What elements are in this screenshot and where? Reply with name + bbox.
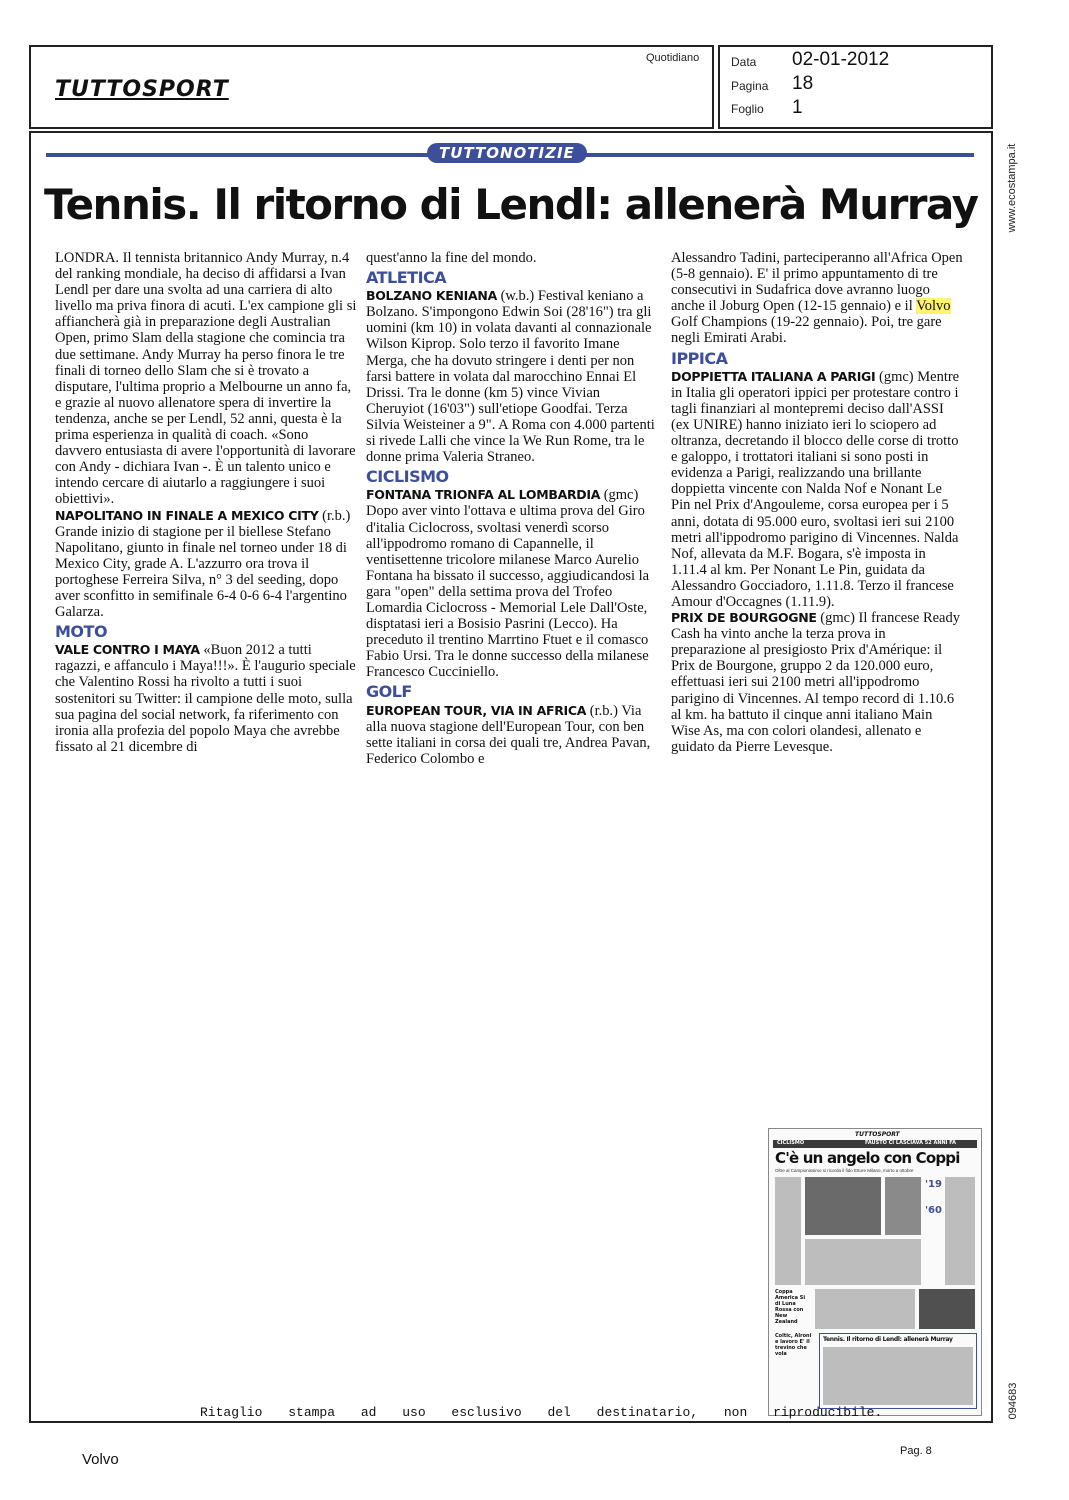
page-value: 18 <box>792 73 814 94</box>
intro-paragraph: LONDRA. Il tennista britannico Andy Murray, n.4 del ranking mondiale, ha deciso di affidarsi a Ivan Lendl per dare una svolta ad una carriera di alto livello ma priva finora di acuti. L'ex campione gli si affiancherà già in preparazione degli Australian Open, primo Slam della stagione che comincia tra due settimane. Andy Murray ha perso finora le tre finali di torneo dello Slam che si è trovato a disputare, l'ultima proprio a Melbourne un anno fa, e grazie al nuovo allenatore spera di invertire la tendenza, anche se per Lendl, 52 anni, questa è la prima esperienza in qualità di coach. «Sono davvero entusiasta di avere l'opportunità di lavorare con Andy - dichiara Ivan -. È un talento unico e intendo cercare di aiutarlo a raggiungere i suoi obiettivi». <box>55 250 357 508</box>
thumb-text-left <box>775 1177 801 1285</box>
thumb-photo <box>805 1177 881 1235</box>
tuttosport-logo: TUTTOSPORT <box>55 77 229 102</box>
fontana-body: Dopo aver vinto l'ottava e ultima prova del Giro d'italia Ciclocross, svoltasi venerdì scorso all'ippodromo romano di Capannelle, il ventisettenne tricolore milanese Marco Aurelio Fontana ha bissato il successo, aggiudicandosi la gara "open" della settima prova del Trofeo Lomardia Ciclocross - Memorial Lele Dall'Oste, disptatasi ieri a Bosisio Pasrini (Lecco). Ha preceduto il trentino Marrtino Ftuet e il comasco Fabio Ursi. Tra le donne successo della milanese Francesco Cucciniello. <box>366 503 650 681</box>
thumb-kicker: FAUSTO CI LASCIAVA 52 ANNI FA <box>865 1140 956 1146</box>
maya-paragraph <box>55 642 357 755</box>
column-3 <box>671 250 963 755</box>
fontana-title: FONTANA TRIONFA AL LOMBARDIA <box>366 487 601 503</box>
thumb-text-right <box>945 1177 975 1285</box>
sheet-label: Foglio <box>731 102 764 116</box>
thumb-photo-2 <box>885 1177 921 1235</box>
volvo-highlight: Volvo <box>916 298 951 315</box>
thumb-article-text <box>823 1347 973 1405</box>
site-url: www.ecostampa.it <box>1006 143 1018 233</box>
col3-cont-b: Golf Champions (19-22 gennaio). Poi, tre gare negli Emirati Arabi. <box>671 314 942 347</box>
thumb-num-b: '60 <box>925 1205 942 1216</box>
thumb-section: CICLISMO <box>777 1140 805 1146</box>
parigi-signature: (gmc) <box>879 368 914 385</box>
thumb-article-headline: Tennis. Il ritorno di Lendl: allenerà Murray <box>823 1336 953 1343</box>
maya-title: VALE CONTRO I MAYA <box>55 642 200 658</box>
column-2 <box>366 250 657 767</box>
column-1 <box>55 250 357 755</box>
section-tag: TUTTONOTIZIE <box>427 143 587 163</box>
tour-title: EUROPEAN TOUR, VIA IN AFRICA <box>366 702 587 718</box>
clipping-notice: Ritaglio stampa ad uso esclusivo del destinatario, non riproducibile. <box>200 1405 883 1420</box>
bourgogne-body: Il francese Ready Cash ha vinto anche la terza prova in preparazione al presigiosto Prix d'Amérique: il Prix de Bourgone, gruppo 2 da 120.000 euro, effettuasi ieri sui 2100 metri all'ippodromo parigino di Vincennes. Al tempo record di 1.10.6 al km. ha battuto il cinque anni italiano Main Wise As, ma con colori olandesi, allenato e guidato da Pierre Levesque. <box>671 610 960 755</box>
bourgogne-signature: (gmc) <box>820 610 855 627</box>
thumb-portrait <box>919 1289 975 1329</box>
bolzano-title: BOLZANO KENIANA <box>366 288 497 304</box>
thumb-text-mid <box>805 1239 921 1285</box>
col3-cont-a: Alessandro Tadini, parteciperanno all'Africa Open (5-8 gennaio). E' il primo appuntamento di tre consecutivi in Sudafrica dove avranno luogo anche il Joburg Open (12-15 gennaio) e il <box>671 250 963 315</box>
tour-paragraph <box>366 703 657 767</box>
parigi-paragraph <box>671 369 963 610</box>
tour-body: (r.b.) Via alla nuova stagione dell'European Tour, con ben sette italiani in corsa dei quali tre, Andrea Pavan, Federico Colombo e <box>366 702 651 767</box>
fontana-signature: (gmc) <box>603 487 639 504</box>
periodicity-label: Quotidiano <box>646 52 700 64</box>
thumb-subhead: Oltre al Campionissimo si ricorda il fido Ettore Milano, morto a ottobre <box>775 1168 914 1173</box>
bolzano-body: (w.b.) Festival keniano a Bolzano. S'impongono Edwin Soi (28'16") tra gli uomini (km 10) in volata davanti al connazionale Wilson Kiprop. Solo terzo il favorito Imane Merga, che ha dovuto stringere i denti per non farsi battere in volata dal marocchino Ennai El Drissi. Tra le donne (km 5) vince Vivian Cheruyiot (16'03") sull'etiope Goodfai. Terza Silvia Weisteiner a 9". A Roma con 4.000 partenti si rivede Lalli che vince la We Run Rome, tra le donne prima Valeria Straneo. <box>366 288 655 466</box>
atletica-section-title: ATLETICA <box>366 268 447 288</box>
thumb-headline: C'è un angelo con Coppi <box>775 1149 960 1167</box>
golf-section-title: GOLF <box>366 682 412 702</box>
bourgogne-title: PRIX DE BOURGOGNE <box>671 610 817 626</box>
moto-section-title: MOTO <box>55 622 108 642</box>
date-value: 02-01-2012 <box>792 49 890 70</box>
ippica-section-title: IPPICA <box>671 348 728 368</box>
col2-continuation: quest'anno la fine del mondo. <box>366 250 537 266</box>
article-headline: Tennis. Il ritorno di Lendl: allenerà Murray <box>44 180 978 229</box>
thumb-text-lower <box>815 1289 915 1329</box>
thumb-logo: TUTTOSPORT <box>855 1131 900 1138</box>
napoli-body: Grande inizio di stagione per il biellese Stefano Napolitano, giunto in finale nel torneo under 18 di Mexico City, grade A. L'azzurro ora trova il portoghese Ferreira Silva, n° 3 del seeding, dopo aver sconfitto in semifinale 6-4 0-6 6-4 l'argentino Galarza. <box>55 523 347 621</box>
page-thumbnail <box>768 1128 982 1416</box>
maya-body: «Buon 2012 a tutti ragazzi, e affanculo i Maya!!!». È l'augurio speciale che Valentino Rossi ha rivolto a tutti i suoi sostenitori su Twitter: il campione delle moto, sulla sua pagina del social network, fa riferimento con ironia alla profezia del popolo Maya che avrebbe fissato al 21 dicembre di <box>55 642 356 755</box>
fontana-paragraph <box>366 487 657 680</box>
napoli-paragraph <box>55 508 357 621</box>
doc-code: 094683 <box>1007 1382 1019 1420</box>
thumb-box-2: Coltic, Alroni e lavoro E' il trevino che vola <box>775 1333 812 1357</box>
date-label: Data <box>731 55 757 69</box>
page-number: Pag. 8 <box>900 1445 932 1457</box>
page-label: Pagina <box>731 79 769 93</box>
sheet-value: 1 <box>792 97 803 118</box>
thumb-box-1: Coppa America Si di Luna Rossa con New Zealand <box>775 1289 806 1325</box>
napoli-title: NAPOLITANO IN FINALE A MEXICO CITY <box>55 507 319 523</box>
parigi-title: DOPPIETTA ITALIANA A PARIGI <box>671 368 876 384</box>
thumb-num-a: '19 <box>925 1179 942 1190</box>
ciclismo-section-title: CICLISMO <box>366 467 449 487</box>
bolzano-paragraph <box>366 288 657 465</box>
parigi-body: Mentre in Italia gli operatori ippici per protestare contro i tagli finanziari al montepremi deciso dall'ASSI (ex UNIRE) hanno iniziato ieri lo sciopero ad oltranza, decretando il blocco delle corse di trotto e galoppo, i trottatori italiani si sono posti in evidenza a Parigi, realizzando una brillante doppietta vincente con Nalda Nof e Nonant Le Pin nel Prix d'Angouleme, corsa europea per i 5 anni, dotata di 95.000 euro, svoltasi ieri sui 2100 metri all'ippodromo parigino di Vincennes. Nalda Nof, allevata da M.F. Bogara, s'è imposta in 1.11.4 al km. Per Nonant Le Pin, guidata da Alessandro Gocciadoro, 1.11.8. Terzo il francese Amour d'Occagnes (1.11.9). <box>671 368 960 610</box>
napoli-signature: (r.b.) <box>322 507 351 524</box>
col3-continuation <box>671 250 963 347</box>
client-name: Volvo <box>82 1451 119 1468</box>
bourgogne-paragraph <box>671 610 963 755</box>
